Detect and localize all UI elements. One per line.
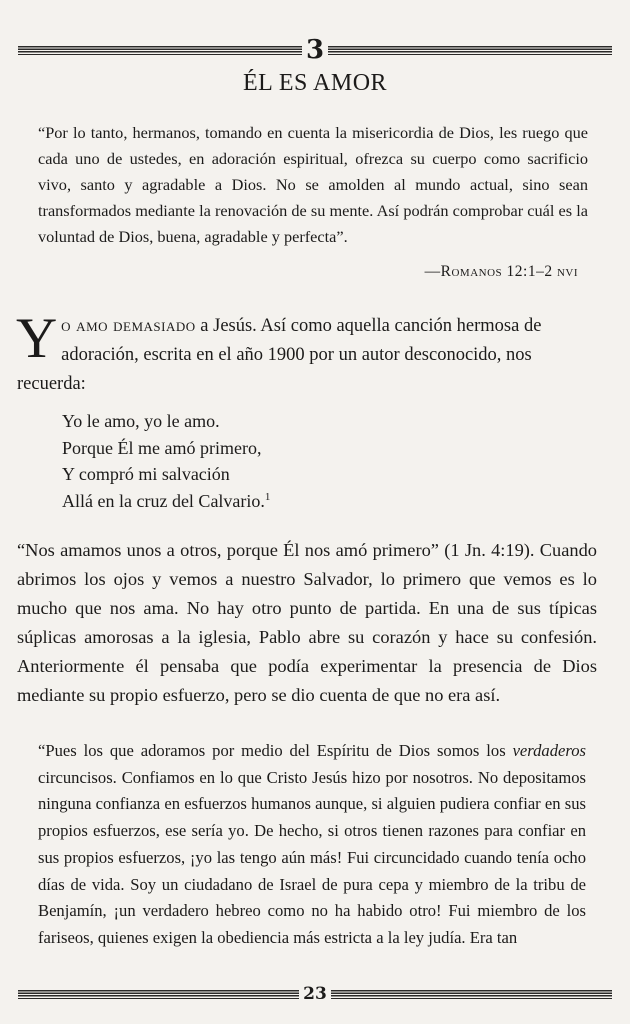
chapter-header-rule bbox=[18, 35, 612, 65]
quote-text-after: circuncisos. Confiamos en lo que Cristo Jesús hizo por nosotros. No depositamos ninguna confianza en esfuerzos humanos aunque, si alguien pudiera confiar en sus propios esfuerzos, ese sería yo. De hecho, si otros tienen razones para confiar en sus propios esfuerzos, ¡yo las tengo aún más! Fui circuncidado cuando tenía ocho días de vida. Soy un ciudadano de Israel de pura cepa y miembro de la tribu de Benjamín, ¡un verdadero hebreo como no ha habido otro! Fui miembro de los fariseos, quienes exigen la obediencia más estricta a la ley judía. Era tan bbox=[38, 767, 586, 947]
philippians-quote bbox=[38, 738, 586, 952]
footnote-marker: 1 bbox=[264, 491, 271, 504]
poem-line bbox=[62, 488, 270, 515]
body-paragraph: “Nos amamos unos a otros, porque Él nos amó primero” (1 Jn. 4:19). Cuando abrimos los ojos y vemos a nuestro Salvador, lo primero que vemos es lo mucho que nos ama. No hay otro punto de partida. En una de sus típicas súplicas amorosas a la iglesia, Pablo abre su corazón y hace su confesión. Anteriormente él pensaba que podía experimentar la presencia de Dios mediante su propio esfuerzo, pero se dio cuenta de que no era así. bbox=[17, 540, 597, 705]
drop-cap: Y bbox=[16, 307, 58, 370]
opening-text: a Jesús. Así como aquella canción hermosa de adoración, escrita en el año 1900 por un autor desconocido, nos recuerda: bbox=[17, 316, 542, 394]
right-ornamental-rule bbox=[331, 990, 612, 999]
left-ornamental-rule bbox=[18, 990, 299, 999]
left-ornamental-rule bbox=[18, 46, 302, 55]
epigraph-quote: “Por lo tanto, hermanos, tomando en cuenta la misericordia de Dios, les ruego que cada uno de ustedes, en adoración espiritual, ofrezca su cuerpo como sacrificio vivo, santo y agradable a Dios. No se amolden al mundo actual, sino sean transformados mediante la renovación de su mente. Así podrán comprobar cuál es la voluntad de Dios, buena, agradable y perfecta”. bbox=[38, 123, 588, 246]
page-footer-rule bbox=[18, 985, 612, 1003]
chapter-number: 3 bbox=[305, 35, 325, 65]
epigraph-attribution: —Romanos 12:1–2 nvi bbox=[424, 263, 578, 280]
poem bbox=[62, 408, 270, 515]
right-ornamental-rule bbox=[328, 46, 612, 55]
quote-text-before: “Pues los que adoramos por medio del Espíritu de Dios somos los bbox=[38, 741, 513, 760]
opening-smallcaps: o amo demasiado bbox=[61, 316, 196, 336]
page-number: 23 bbox=[303, 984, 327, 1004]
poem-line: Yo le amo, yo le amo. bbox=[62, 411, 220, 431]
poem-line: Y compró mi salvación bbox=[62, 464, 230, 485]
opening-paragraph bbox=[16, 307, 597, 399]
poem-line: Porque Él me amó primero, bbox=[62, 437, 262, 458]
quote-italic-word: verdaderos bbox=[512, 741, 586, 760]
chapter-title: ÉL ES AMOR bbox=[242, 70, 388, 96]
poem-line-text: Allá en la cruz del Calvario. bbox=[62, 491, 265, 512]
